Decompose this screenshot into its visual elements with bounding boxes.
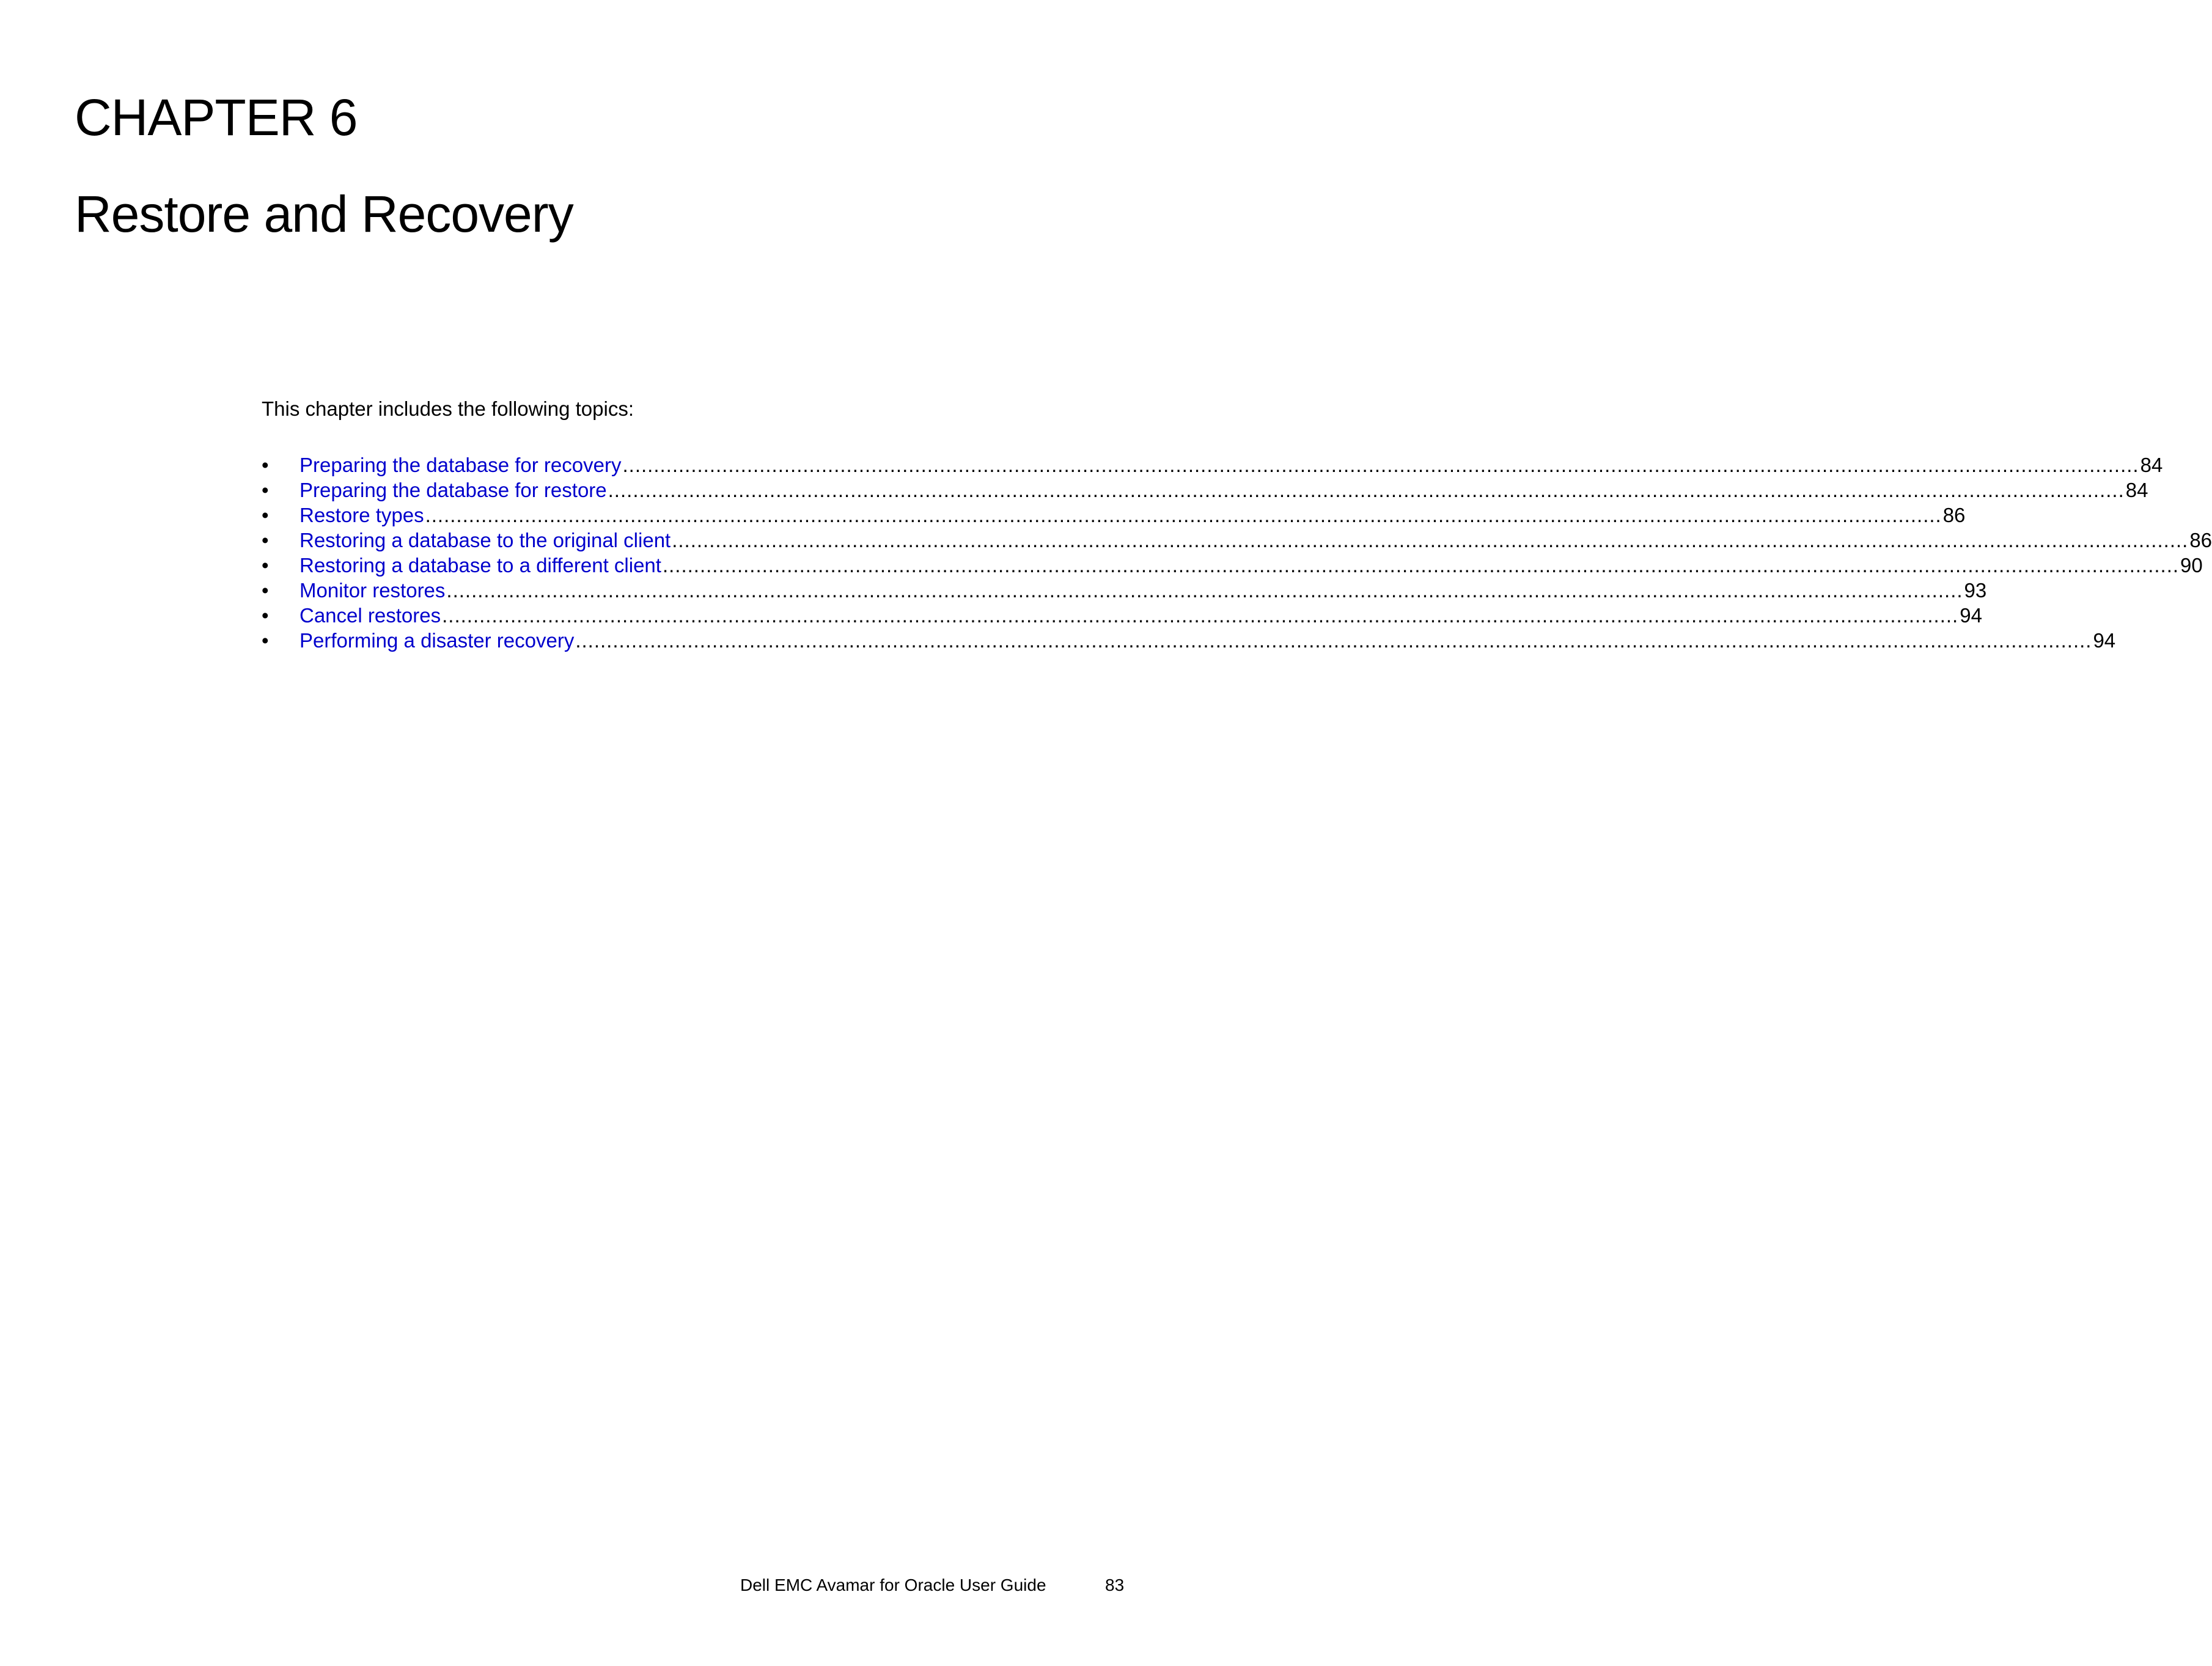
- toc-item: [262, 603, 1982, 628]
- dot-leader: ....................................................................................................................................................................................................................................................: [622, 454, 2139, 476]
- bullet-icon: •: [262, 479, 269, 501]
- topics-list: [262, 452, 2212, 653]
- toc-page-number: 86: [1942, 504, 1966, 526]
- toc-link-preparing-restore[interactable]: Preparing the database for restore: [299, 479, 607, 501]
- dot-leader: ....................................................................................................................................................................................................................................................: [446, 579, 1963, 602]
- dot-leader: ....................................................................................................................................................................................................................................................: [442, 604, 1959, 627]
- dot-leader: ....................................................................................................................................................................................................................................................: [425, 504, 1942, 526]
- toc-item: [262, 628, 2116, 653]
- toc-link-restore-types[interactable]: Restore types: [299, 504, 424, 526]
- toc-page-number: 90: [2180, 554, 2203, 577]
- toc-page-number: 84: [2140, 454, 2163, 476]
- bullet-icon: •: [262, 529, 269, 551]
- dot-leader: ....................................................................................................................................................................................................................................................: [672, 529, 2189, 551]
- dot-leader: ....................................................................................................................................................................................................................................................: [575, 629, 2092, 652]
- toc-link-cancel-restores[interactable]: Cancel restores: [299, 604, 441, 627]
- toc-link-disaster-recovery[interactable]: Performing a disaster recovery: [299, 629, 575, 652]
- bullet-icon: •: [262, 604, 269, 627]
- toc-item: [262, 503, 1966, 528]
- toc-page-number: 86: [2189, 529, 2212, 551]
- toc-link-monitor-restores[interactable]: Monitor restores: [299, 579, 446, 602]
- toc-link-different-client[interactable]: Restoring a database to a different client: [299, 554, 661, 577]
- footer-page-number: 83: [1105, 1576, 1125, 1594]
- bullet-icon: •: [262, 629, 269, 652]
- bullet-icon: •: [262, 579, 269, 602]
- dot-leader: ....................................................................................................................................................................................................................................................: [662, 554, 2180, 577]
- toc-item: [262, 528, 2212, 553]
- bullet-icon: •: [262, 454, 269, 476]
- bullet-icon: •: [262, 554, 269, 577]
- toc-item: [262, 578, 1987, 603]
- toc-link-original-client[interactable]: Restoring a database to the original client: [299, 529, 671, 551]
- toc-link-preparing-recovery[interactable]: Preparing the database for recovery: [299, 454, 622, 476]
- toc-item: [262, 477, 2148, 503]
- chapter-title: Restore and Recovery: [75, 185, 573, 243]
- toc-item: [262, 553, 2203, 578]
- intro-text: This chapter includes the following topics:: [262, 397, 634, 420]
- toc-page-number: 94: [2093, 629, 2116, 652]
- dot-leader: ....................................................................................................................................................................................................................................................: [608, 479, 2125, 501]
- toc-page-number: 84: [2125, 479, 2148, 501]
- bullet-icon: •: [262, 504, 269, 526]
- toc-item: [262, 452, 2163, 477]
- toc-page-number: 93: [1964, 579, 1987, 602]
- chapter-label: CHAPTER 6: [75, 89, 358, 146]
- footer-guide-title: Dell EMC Avamar for Oracle User Guide: [740, 1576, 1046, 1594]
- toc-page-number: 94: [1960, 604, 1982, 627]
